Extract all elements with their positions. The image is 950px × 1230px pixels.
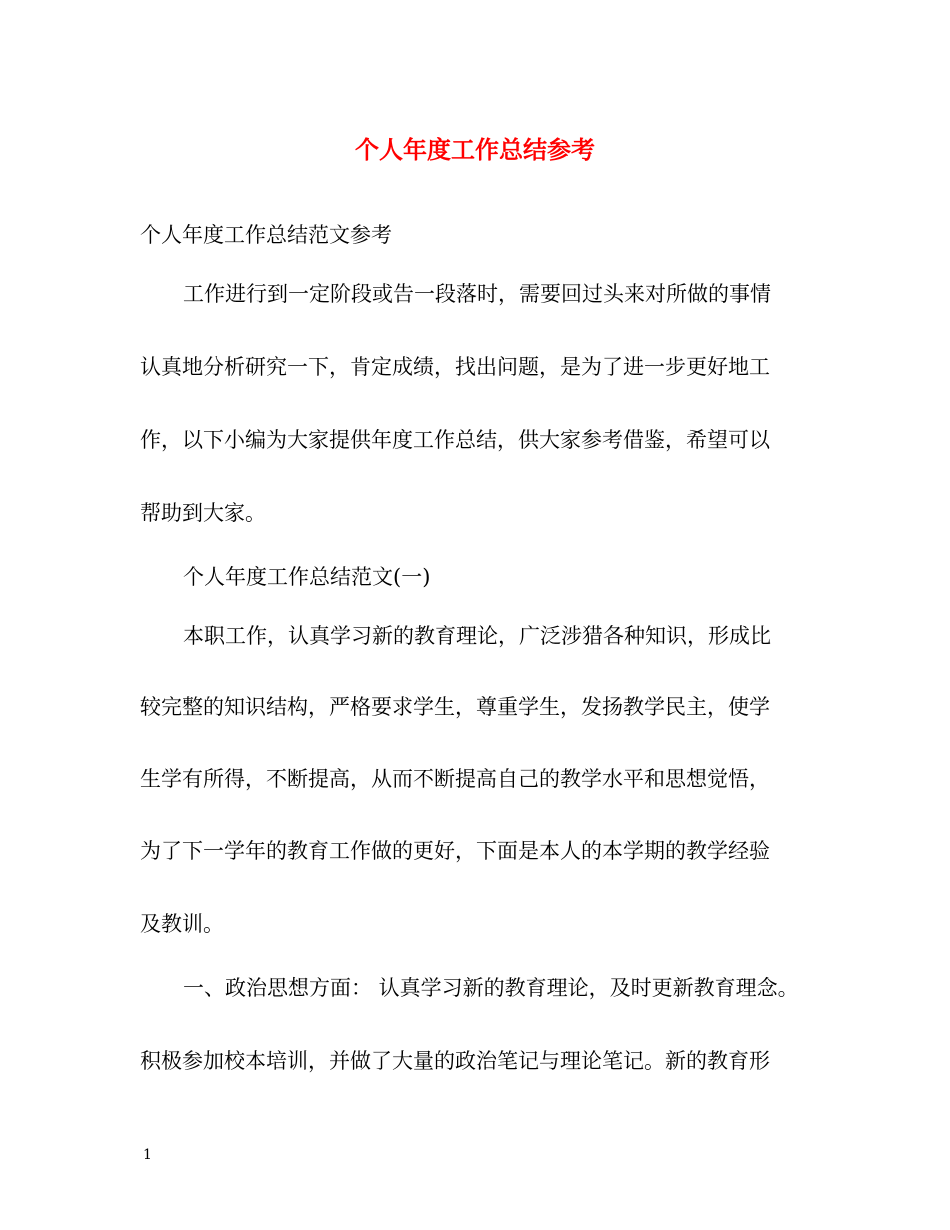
text-line: 及教训。: [140, 912, 224, 936]
text-line: 工作进行到一定阶段或告一段落时，需要回过头来对所做的事情: [183, 282, 771, 306]
text-line: 认真地分析研究一下，肯定成绩，找出问题，是为了进一步更好地工: [140, 355, 770, 379]
text-line: 为了下一学年的教育工作做的更好，下面是本人的本学期的教学经验: [140, 839, 770, 863]
page-number: 1: [143, 1147, 152, 1163]
text-line: 较完整的知识结构，严格要求学生，尊重学生，发扬教学民主，使学: [140, 695, 770, 719]
text-line: 本职工作，认真学习新的教育理论，广泛涉猎各种知识，形成比: [183, 624, 771, 648]
text-line: 作，以下小编为大家提供年度工作总结，供大家参考借鉴，希望可以: [140, 428, 770, 452]
text-line: 积极参加校本培训，并做了大量的政治笔记与理论笔记。新的教育形: [140, 1049, 770, 1073]
text-line: 一、政治思想方面： 认真学习新的教育理论，及时更新教育理念。: [183, 976, 799, 1000]
text-line: 帮助到大家。: [140, 501, 266, 525]
subtitle-line: 个人年度工作总结范文参考: [140, 223, 392, 247]
text-line: 生学有所得，不断提高，从而不断提高自己的教学水平和思想觉悟，: [140, 767, 770, 791]
section-heading: 个人年度工作总结范文(一): [183, 565, 431, 589]
page-title: 个人年度工作总结参考: [355, 135, 595, 164]
